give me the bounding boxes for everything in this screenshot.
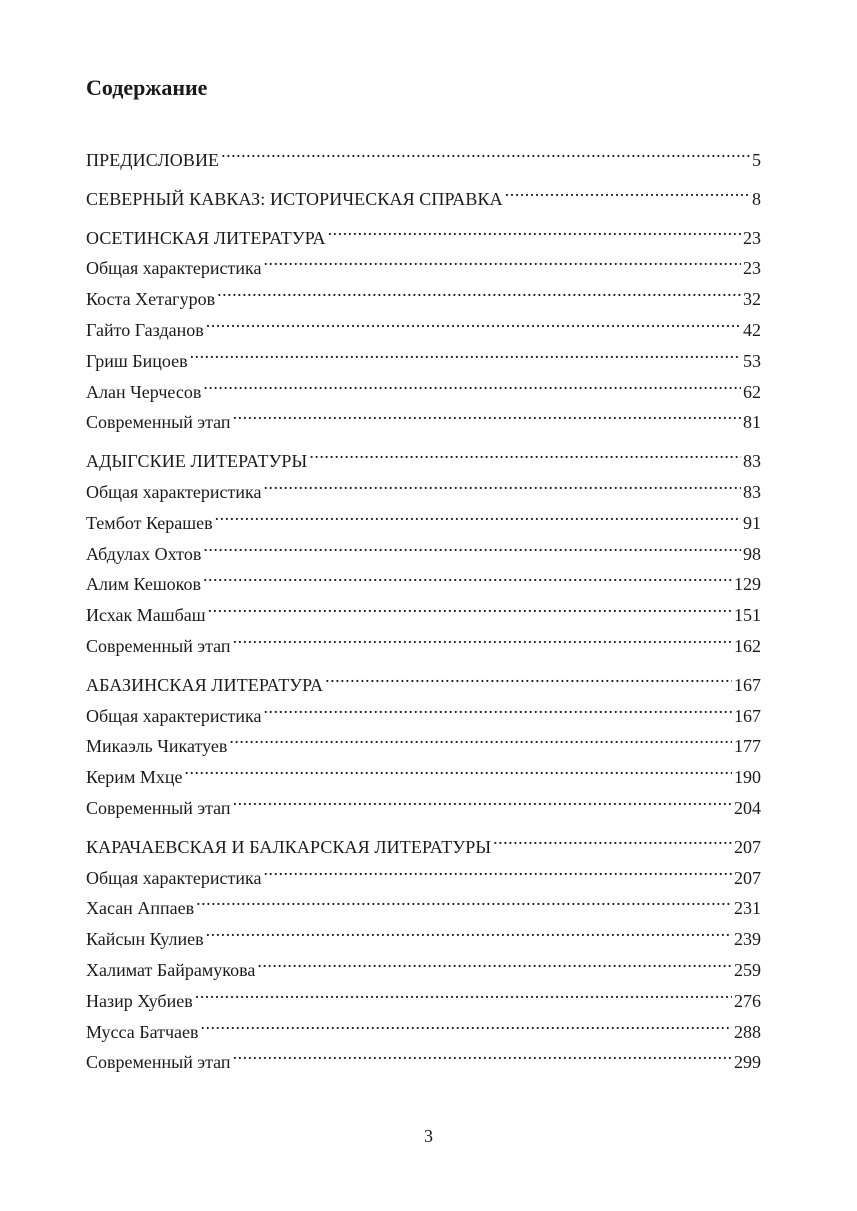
toc-entry-page: 129 — [734, 574, 761, 595]
toc-entry-title: Современный этап — [86, 635, 231, 656]
dot-leader — [206, 306, 741, 336]
dot-leader — [203, 530, 741, 560]
toc-entry-page: 91 — [743, 512, 761, 533]
dot-leader — [206, 915, 732, 945]
toc-entry-title: Алан Черчесов — [86, 381, 202, 402]
toc-entry-title: СЕВЕРНЫЙ КАВКАЗ: ИСТОРИЧЕСКАЯ СПРАВКА — [86, 188, 503, 209]
toc-entry-title: Общая характеристика — [86, 258, 262, 279]
toc-entry-page: 23 — [743, 258, 761, 279]
toc-entry-page: 5 — [752, 150, 761, 170]
toc-section-row[interactable] — [86, 214, 761, 248]
toc-entry-title: Современный этап — [86, 412, 231, 433]
toc-entry-page: 81 — [743, 412, 761, 433]
dot-leader — [493, 823, 732, 853]
toc-entry-page: 62 — [743, 381, 761, 402]
dot-leader — [203, 368, 741, 398]
toc-entry-page: 259 — [734, 959, 761, 980]
toc-entry-row[interactable] — [86, 784, 761, 818]
toc-entry-title: Хасан Аппаев — [86, 898, 195, 919]
toc-section-row[interactable] — [86, 175, 761, 209]
dot-leader — [233, 398, 741, 428]
toc-entry-page: 8 — [752, 188, 761, 209]
toc-entry-title: Современный этап — [86, 797, 231, 818]
toc-entry-title: Общая характеристика — [86, 705, 262, 726]
toc-entry-title: Коста Хетагуров — [86, 289, 216, 310]
dot-leader — [184, 753, 732, 783]
dot-leader — [217, 275, 741, 305]
dot-leader — [325, 661, 732, 691]
page-title: Содержание — [86, 75, 208, 100]
toc-entry-page: 98 — [743, 543, 761, 564]
dot-leader — [233, 1038, 732, 1068]
table-of-contents — [86, 136, 761, 1073]
toc-entry-title: Керим Мхце — [86, 767, 183, 788]
dot-leader — [201, 1008, 733, 1038]
toc-entry-title: Гриш Бицоев — [86, 350, 188, 371]
toc-entry-title: Общая характеристика — [86, 481, 262, 502]
dot-leader — [263, 854, 732, 884]
toc-entry-title: Кайсын Кулиев — [86, 929, 204, 950]
dot-leader — [505, 175, 750, 205]
toc-entry-title: Абдулах Охтов — [86, 543, 202, 564]
toc-entry-page: 299 — [734, 1052, 761, 1073]
toc-entry-page: 83 — [743, 481, 761, 502]
toc-entry-page: 162 — [734, 635, 761, 656]
dot-leader — [263, 244, 741, 274]
toc-entry-title: Гайто Газданов — [86, 319, 204, 340]
dot-leader — [309, 437, 741, 467]
toc-entry-title: Халимат Байрамукова — [86, 959, 256, 980]
toc-entry-title: Алим Кешоков — [86, 574, 202, 595]
toc-entry-page: 42 — [743, 319, 761, 340]
page-number: 3 — [424, 1126, 433, 1146]
toc-entry-title: Тембот Керашев — [86, 512, 213, 533]
toc-entry-page: 231 — [734, 898, 761, 919]
dot-leader — [229, 722, 732, 752]
toc-section-row[interactable] — [86, 136, 761, 170]
toc-entry-row[interactable] — [86, 753, 761, 788]
toc-section-row[interactable] — [86, 661, 761, 695]
toc-entry-page: 167 — [734, 705, 761, 726]
toc-entry-page: 167 — [734, 674, 761, 695]
toc-entry-title: Исхак Машбаш — [86, 605, 206, 626]
toc-entry-page: 23 — [743, 227, 761, 248]
toc-entry-title: Назир Хубиев — [86, 990, 193, 1011]
toc-entry-page: 239 — [734, 929, 761, 950]
toc-entry-title: ОСЕТИНСКАЯ ЛИТЕРАТУРА — [86, 227, 326, 248]
dot-leader — [215, 499, 741, 529]
toc-entry-page: 32 — [743, 289, 761, 310]
toc-entry-page: 207 — [734, 836, 761, 857]
toc-entry-title: КАРАЧАЕВСКАЯ И БАЛКАРСКАЯ ЛИТЕРАТУРЫ — [86, 836, 492, 857]
dot-leader — [221, 136, 750, 166]
dot-leader — [328, 214, 741, 244]
dot-leader — [195, 977, 732, 1007]
toc-entry-title: Мусса Батчаев — [86, 1021, 199, 1042]
toc-entry-page: 83 — [743, 451, 761, 472]
toc-entry-page: 204 — [734, 797, 761, 818]
dot-leader — [263, 692, 732, 722]
dot-leader — [196, 884, 732, 914]
dot-leader — [208, 591, 732, 621]
toc-entry-page: 288 — [734, 1021, 761, 1042]
toc-entry-page: 190 — [734, 767, 761, 788]
toc-entry-page: 177 — [734, 736, 761, 757]
toc-entry-title: АДЫГСКИЕ ЛИТЕРАТУРЫ — [86, 451, 308, 472]
toc-entry-title: АБАЗИНСКАЯ ЛИТЕРАТУРА — [86, 674, 324, 695]
toc-entry-title: Современный этап — [86, 1052, 231, 1073]
dot-leader — [233, 622, 732, 652]
dot-leader — [233, 784, 732, 814]
toc-entry-title: Общая характеристика — [86, 867, 262, 888]
toc-entry-page: 207 — [734, 867, 761, 888]
dot-leader — [263, 468, 741, 498]
toc-entry-title: Микаэль Чикатуев — [86, 736, 228, 757]
toc-section-row[interactable] — [86, 823, 761, 857]
toc-section-row[interactable] — [86, 437, 761, 472]
dot-leader — [203, 560, 732, 590]
dot-leader — [257, 946, 732, 976]
toc-entry-page: 276 — [734, 990, 761, 1011]
toc-entry-title: ПРЕДИСЛОВИЕ — [86, 150, 220, 170]
dot-leader — [190, 337, 741, 367]
toc-entry-page: 151 — [734, 605, 761, 626]
toc-entry-page: 53 — [743, 350, 761, 371]
